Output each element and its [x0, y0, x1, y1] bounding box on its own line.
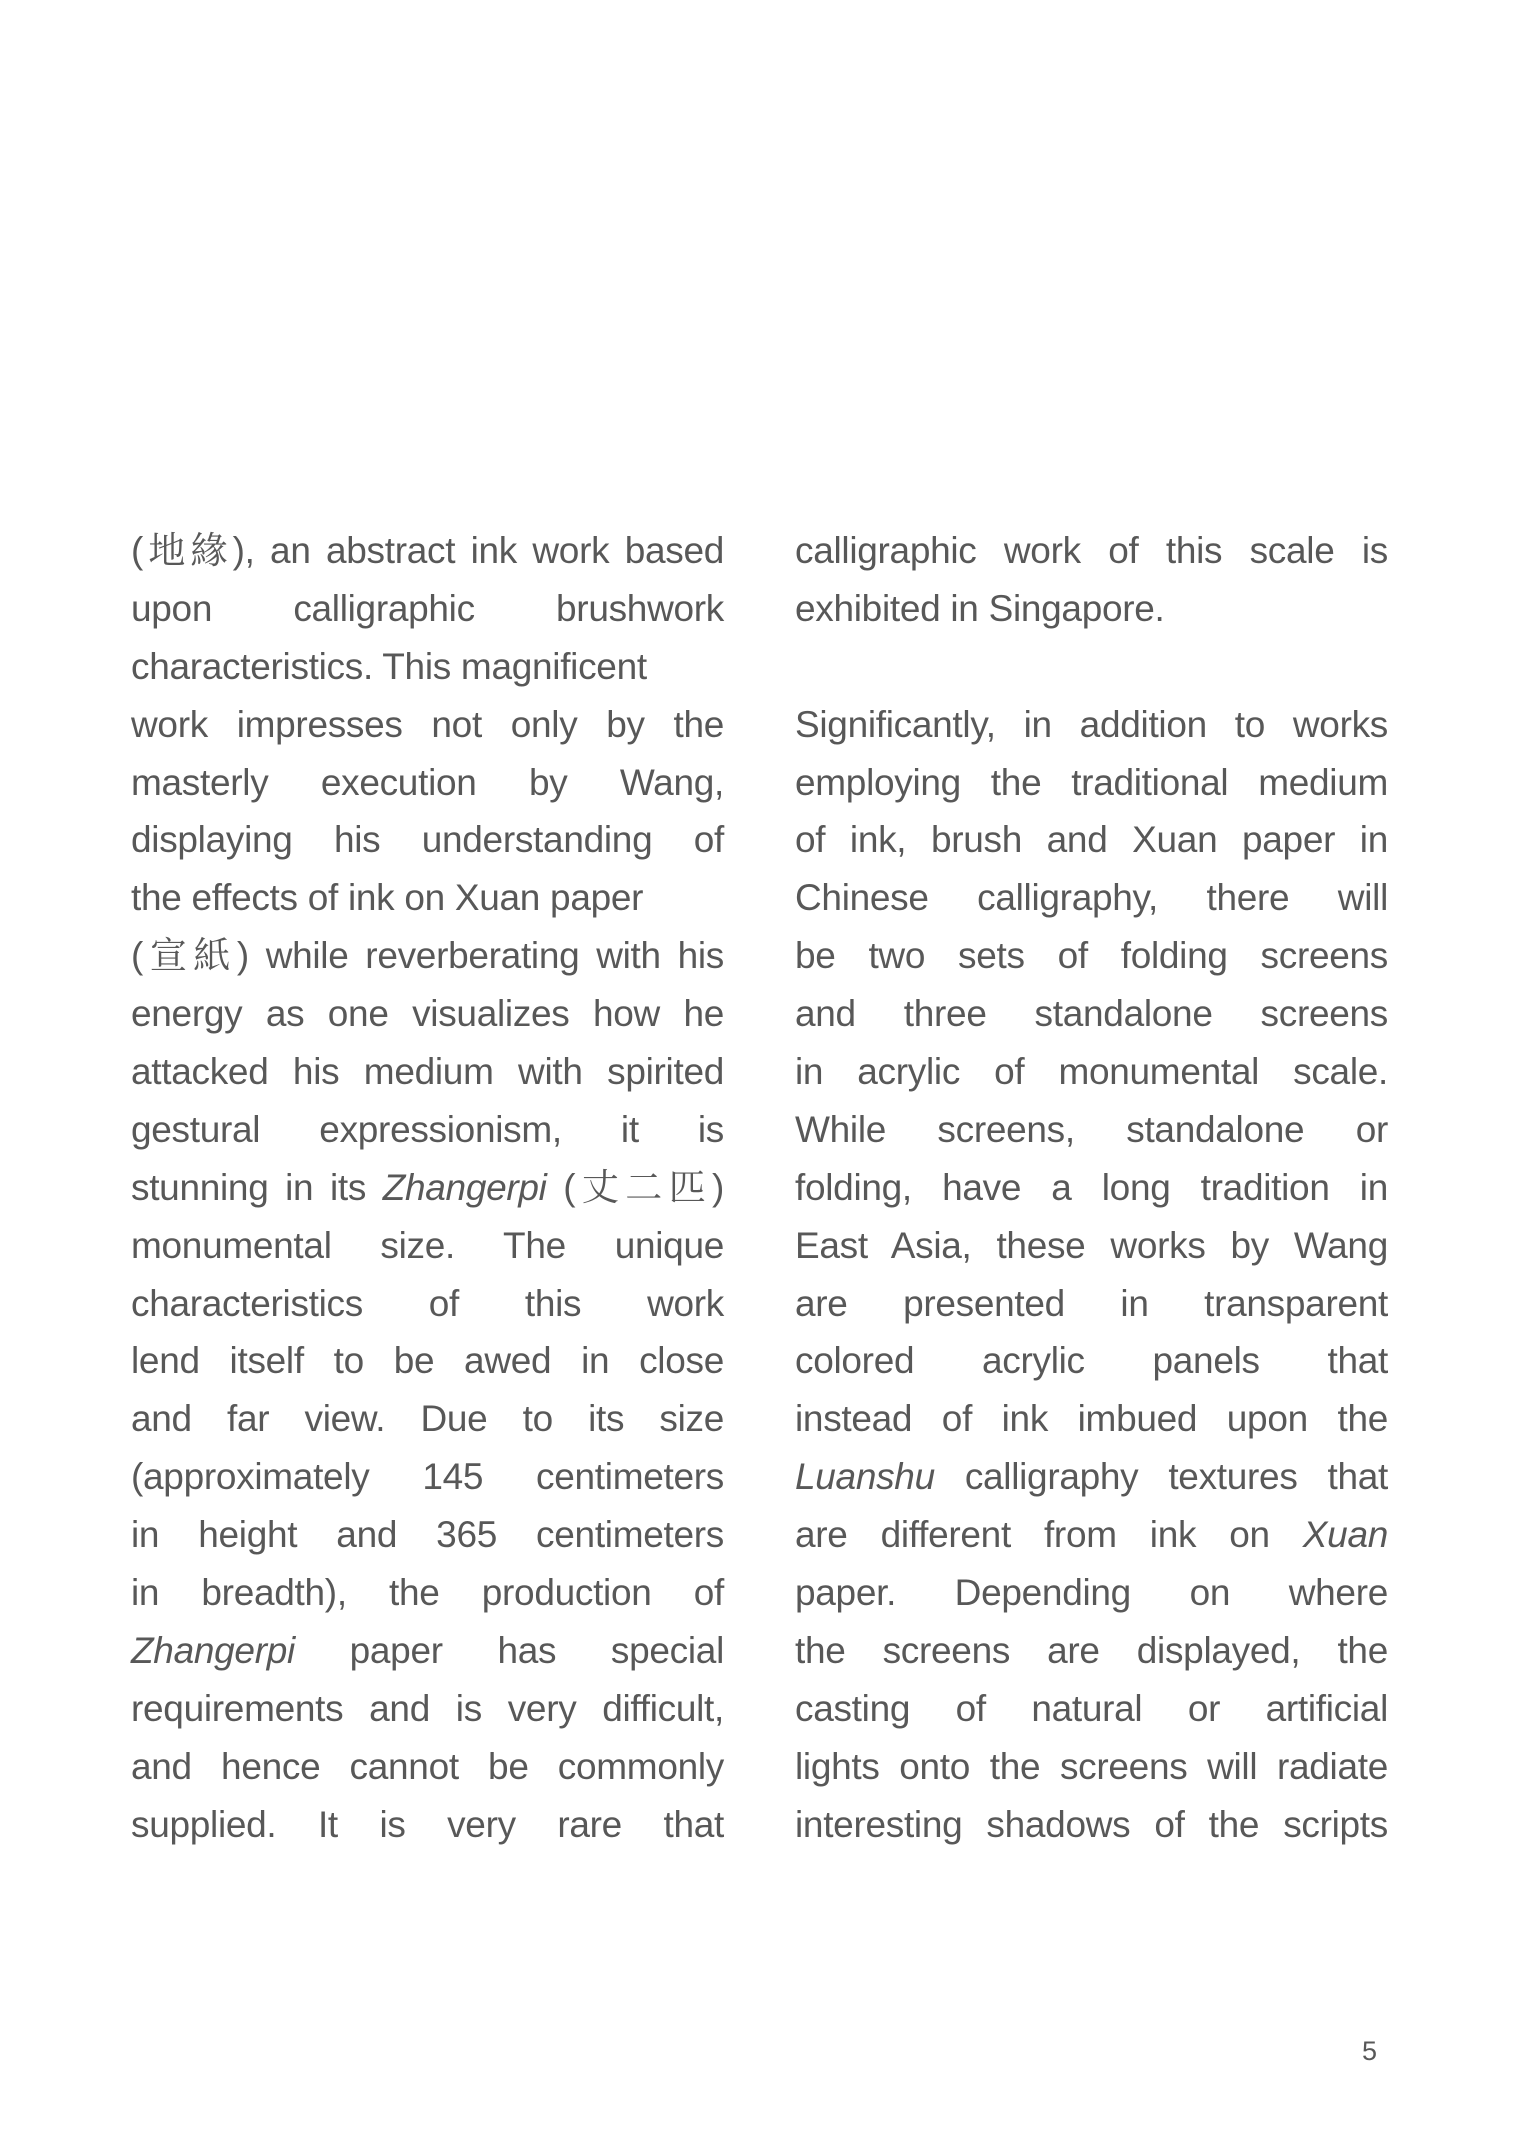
text-line — [795, 580, 1388, 638]
text-segment: attacked his medium with spirited — [131, 1051, 724, 1093]
text-line — [795, 1506, 1388, 1564]
text-line — [131, 580, 724, 638]
text-line — [131, 1217, 724, 1275]
text-line — [795, 696, 1388, 754]
text-segment: the screens are displayed, the — [795, 1629, 1388, 1671]
text-segment: energy as one visualizes how he — [131, 993, 724, 1035]
text-segment: calligraphic work of this scale is — [795, 530, 1388, 571]
text-line — [131, 638, 724, 696]
text-line — [795, 869, 1388, 927]
text-line — [795, 985, 1388, 1043]
text-segment: calligraphy textures that — [934, 1456, 1388, 1498]
text-line — [131, 927, 724, 985]
text-segment: casting of natural or artificial — [795, 1687, 1388, 1729]
text-segment: paper. Depending on where — [795, 1572, 1388, 1614]
text-line — [795, 1043, 1388, 1101]
text-line — [795, 754, 1388, 812]
left-text-column — [131, 522, 724, 1853]
text-line — [795, 927, 1388, 985]
text-line — [131, 1680, 724, 1738]
text-segment: employing the traditional medium — [795, 761, 1388, 803]
text-segment: characteristics of this work — [131, 1282, 724, 1324]
text-segment: exhibited in Singapore. — [795, 587, 1165, 629]
text-line — [795, 1448, 1388, 1506]
text-line — [131, 1738, 724, 1796]
text-line — [131, 522, 724, 580]
italic-term: Xuan — [1302, 1514, 1388, 1556]
text-segment: Significantly, in addition to works — [795, 703, 1388, 745]
text-segment: lights onto the screens will radiate — [795, 1745, 1388, 1787]
text-segment: (approximately 145 centimeters — [131, 1456, 724, 1498]
text-segment: colored acrylic panels that — [795, 1340, 1388, 1382]
text-line — [795, 1680, 1388, 1738]
text-line — [795, 1564, 1388, 1622]
text-segment: supplied. It is very rare that — [131, 1803, 724, 1845]
text-line — [795, 1275, 1388, 1333]
text-line — [795, 811, 1388, 869]
text-segment: While screens, standalone or — [795, 1108, 1388, 1150]
text-line — [795, 1332, 1388, 1390]
italic-term: Zhangerpi — [382, 1166, 547, 1208]
text-segment: gestural expressionism, it is — [131, 1108, 724, 1150]
text-segment: be two sets of folding screens — [795, 935, 1388, 977]
text-line — [131, 754, 724, 812]
text-segment: (地緣), an abstract ink work based — [131, 530, 724, 571]
text-segment: and three standalone screens — [795, 993, 1388, 1035]
text-segment: paper has special — [294, 1629, 724, 1671]
text-segment: work impresses not only by the — [131, 703, 724, 745]
text-line — [795, 1101, 1388, 1159]
text-line — [131, 1796, 724, 1854]
page-number: 5 — [1362, 2036, 1378, 2066]
text-segment: the effects of ink on Xuan paper — [131, 877, 644, 919]
text-segment: upon calligraphic brushwork — [131, 587, 724, 629]
text-line — [795, 1217, 1388, 1275]
text-line — [795, 1738, 1388, 1796]
italic-term: Luanshu — [795, 1456, 935, 1498]
text-segment: characteristics. This magnificent — [131, 645, 647, 687]
text-line — [131, 1622, 724, 1680]
text-segment: interesting shadows of the scripts — [795, 1803, 1388, 1845]
right-text-column — [795, 522, 1388, 1853]
text-segment: masterly execution by Wang, — [131, 761, 724, 803]
text-segment: East Asia, these works by Wang — [795, 1224, 1388, 1266]
text-segment: Chinese calligraphy, there will — [795, 877, 1388, 919]
text-segment: (宣紙) while reverberating with his — [131, 935, 724, 977]
paragraph-break — [795, 638, 1388, 696]
text-segment: in breadth), the production of — [131, 1572, 724, 1614]
text-line — [131, 1564, 724, 1622]
italic-term: Zhangerpi — [131, 1629, 295, 1671]
text-line — [131, 1390, 724, 1448]
text-segment: folding, have a long tradition in — [795, 1166, 1388, 1208]
text-line — [131, 985, 724, 1043]
text-line — [131, 1101, 724, 1159]
text-line — [131, 1159, 724, 1217]
text-segment: are different from ink on — [795, 1514, 1303, 1556]
text-segment: in height and 365 centimeters — [131, 1514, 724, 1556]
text-line — [795, 1622, 1388, 1680]
text-segment: in acrylic of monumental scale. — [795, 1051, 1388, 1093]
text-line — [131, 1506, 724, 1564]
text-line — [131, 1275, 724, 1333]
text-segment: are presented in transparent — [795, 1282, 1388, 1324]
text-segment: displaying his understanding of — [131, 819, 724, 861]
text-line — [131, 869, 724, 927]
text-segment: and far view. Due to its size — [131, 1398, 724, 1440]
text-line — [795, 1159, 1388, 1217]
text-segment: of ink, brush and Xuan paper in — [795, 819, 1388, 861]
text-line — [795, 1796, 1388, 1854]
text-segment: stunning in its — [131, 1166, 383, 1208]
text-line — [795, 1390, 1388, 1448]
text-segment: monumental size. The unique — [131, 1224, 724, 1266]
text-segment: instead of ink imbued upon the — [795, 1398, 1388, 1440]
text-segment: lend itself to be awed in close — [131, 1340, 724, 1382]
text-segment: and hence cannot be commonly — [131, 1745, 724, 1787]
text-line — [131, 696, 724, 754]
text-line — [131, 1448, 724, 1506]
text-line — [131, 1332, 724, 1390]
text-segment: requirements and is very difficult, — [131, 1687, 724, 1729]
text-line — [131, 1043, 724, 1101]
text-segment: (丈二匹) — [546, 1166, 724, 1208]
text-line — [795, 522, 1388, 580]
text-line — [131, 811, 724, 869]
